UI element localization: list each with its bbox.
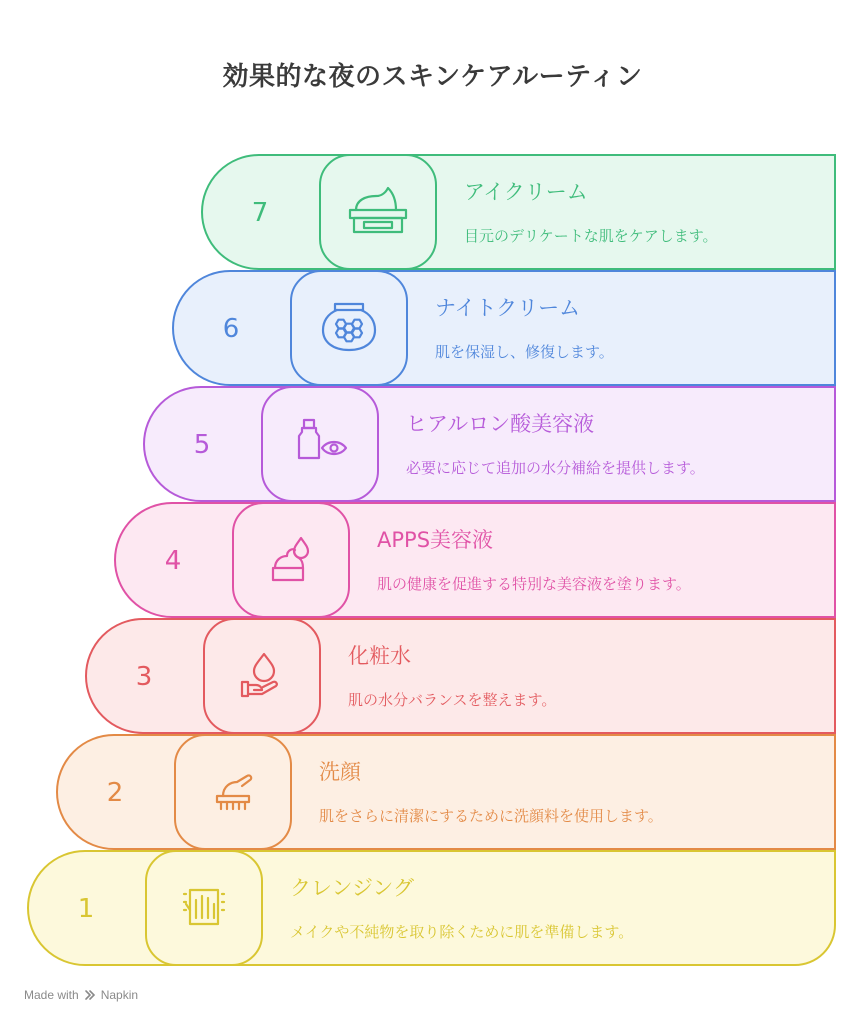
step-description: 肌の健康を促進する特別な美容液を塗ります。	[377, 575, 691, 593]
step-number: 7	[251, 198, 269, 228]
page-title: 効果的な夜のスキンケアルーティン	[222, 62, 643, 92]
step-description: 肌を保湿し、修復します。	[435, 343, 614, 361]
step-description: 目元のデリケートな肌をケアします。	[464, 227, 718, 245]
step-band	[202, 155, 835, 269]
napkin-logo-icon	[84, 989, 96, 1001]
step-title: クレンジング	[290, 876, 415, 900]
step-description: 肌をさらに清潔にするために洗顔料を使用します。	[319, 807, 663, 825]
step-title: アイクリーム	[464, 180, 588, 204]
step-band	[86, 619, 835, 733]
step-5	[144, 387, 835, 501]
step-icon-box	[320, 155, 436, 269]
step-icon-box	[233, 503, 349, 617]
step-7	[202, 155, 835, 269]
step-1	[28, 851, 835, 965]
step-6	[173, 271, 835, 385]
step-number: 3	[135, 662, 153, 692]
step-icon-box	[204, 619, 320, 733]
step-number: 2	[106, 778, 124, 808]
step-title: ナイトクリーム	[435, 296, 581, 320]
step-number: 4	[164, 546, 182, 576]
step-number: 6	[222, 314, 240, 344]
step-2	[57, 735, 835, 849]
step-icon-box	[146, 851, 262, 965]
step-band	[57, 735, 835, 849]
step-number: 5	[193, 430, 211, 460]
step-title: ヒアルロン酸美容液	[406, 412, 595, 436]
step-icon-box	[291, 271, 407, 385]
footer-made-with: Made with	[24, 988, 79, 1002]
step-description: 肌の水分バランスを整えます。	[348, 691, 557, 709]
step-title: 洗顔	[319, 760, 361, 784]
footer-brand: Napkin	[100, 988, 139, 1002]
step-description: メイクや不純物を取り除くために肌を準備します。	[290, 923, 634, 941]
step-number: 1	[77, 894, 95, 924]
step-title: 化粧水	[348, 644, 411, 668]
step-3	[86, 619, 835, 733]
step-band	[115, 503, 835, 617]
step-band	[144, 387, 835, 501]
step-4	[115, 503, 835, 617]
step-band	[173, 271, 835, 385]
footer	[24, 988, 138, 1002]
step-description: 必要に応じて追加の水分補給を提供します。	[406, 459, 705, 477]
step-title: APPS美容液	[377, 528, 494, 552]
step-icon-box	[175, 735, 291, 849]
